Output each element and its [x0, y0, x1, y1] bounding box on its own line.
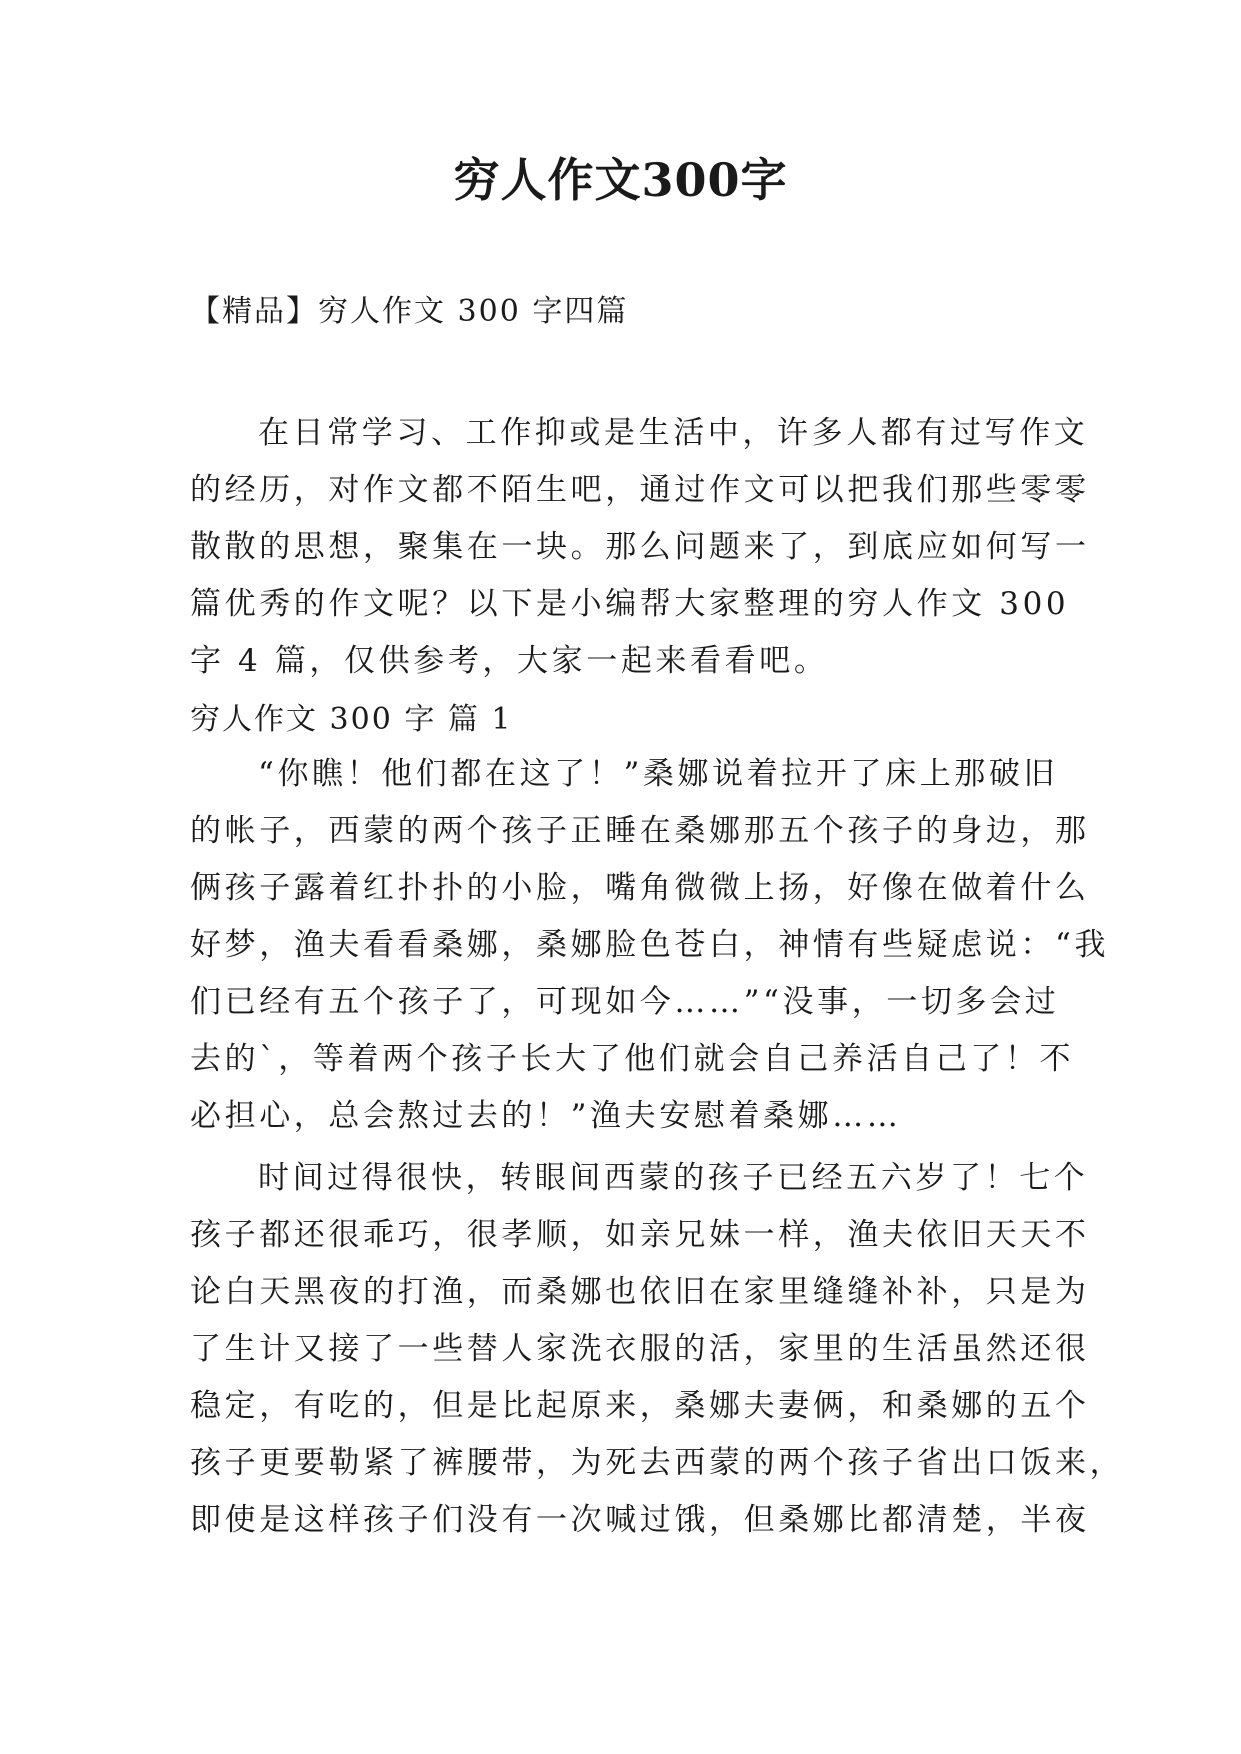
text-line: 的帐子，西蒙的两个孩子正睡在桑娜那五个孩子的身边，那: [190, 813, 1090, 849]
text-line: 字 4 篇，仅供参考，大家一起来看看吧。: [190, 643, 829, 679]
text-line: 散散的思想，聚集在一块。那么问题来了，到底应如何写一: [190, 529, 1090, 565]
text-line: 在日常学习、工作抑或是生活中，许多人都有过写作文: [258, 415, 1089, 451]
section-heading: 穷人作文 300 字 篇 1: [190, 702, 513, 737]
paragraph-2: [190, 1150, 1125, 1549]
text-line: 俩孩子露着红扑扑的小脸，嘴角微微上扬，好像在做着什么: [190, 870, 1090, 906]
paragraph-1: [190, 746, 1110, 1145]
text-line: 孩子更要勒紧了裤腰带，为死去西蒙的两个孩子省出口饭来，: [190, 1445, 1125, 1481]
text-line: 好梦，渔夫看看桑娜，桑娜脸色苍白，神情有些疑虑说：“我: [190, 927, 1110, 963]
text-line: 孩子都还很乖巧，很孝顺，如亲兄妹一样，渔夫依旧天天不: [190, 1217, 1090, 1253]
text-line: 即使是这样孩子们没有一次喊过饿，但桑娜比都清楚，半夜: [190, 1502, 1090, 1538]
text-line: 篇优秀的作文呢？以下是小编帮大家整理的穷人作文 300: [190, 586, 1070, 622]
text-line: 了生计又接了一些替人家洗衣服的活，家里的生活虽然还很: [190, 1331, 1090, 1367]
text-line: 必担心，总会熬过去的！”渔夫安慰着桑娜……: [190, 1098, 902, 1134]
text-line: “你瞧！他们都在这了！”桑娜说着拉开了床上那破旧: [258, 756, 1059, 792]
text-line: 时间过得很快，转眼间西蒙的孩子已经五六岁了！七个: [258, 1160, 1089, 1196]
text-line: 们已经有五个孩子了，可现如今……”“没事，一切多会过: [190, 984, 1060, 1020]
text-line: 稳定，有吃的，但是比起原来，桑娜夫妻俩，和桑娜的五个: [190, 1388, 1090, 1424]
text-line: 论白天黑夜的打渔，而桑娜也依旧在家里缝缝补补，只是为: [190, 1274, 1090, 1310]
document-subtitle: 【精品】穷人作文 300 字四篇: [190, 294, 629, 329]
page-title: 穷人作文300字: [453, 153, 788, 207]
text-line: 去的`，等着两个孩子长大了他们就会自己养活自己了！不: [190, 1041, 1075, 1077]
intro-paragraph: [190, 405, 1090, 690]
text-line: 的经历，对作文都不陌生吧，通过作文可以把我们那些零零: [190, 472, 1090, 508]
